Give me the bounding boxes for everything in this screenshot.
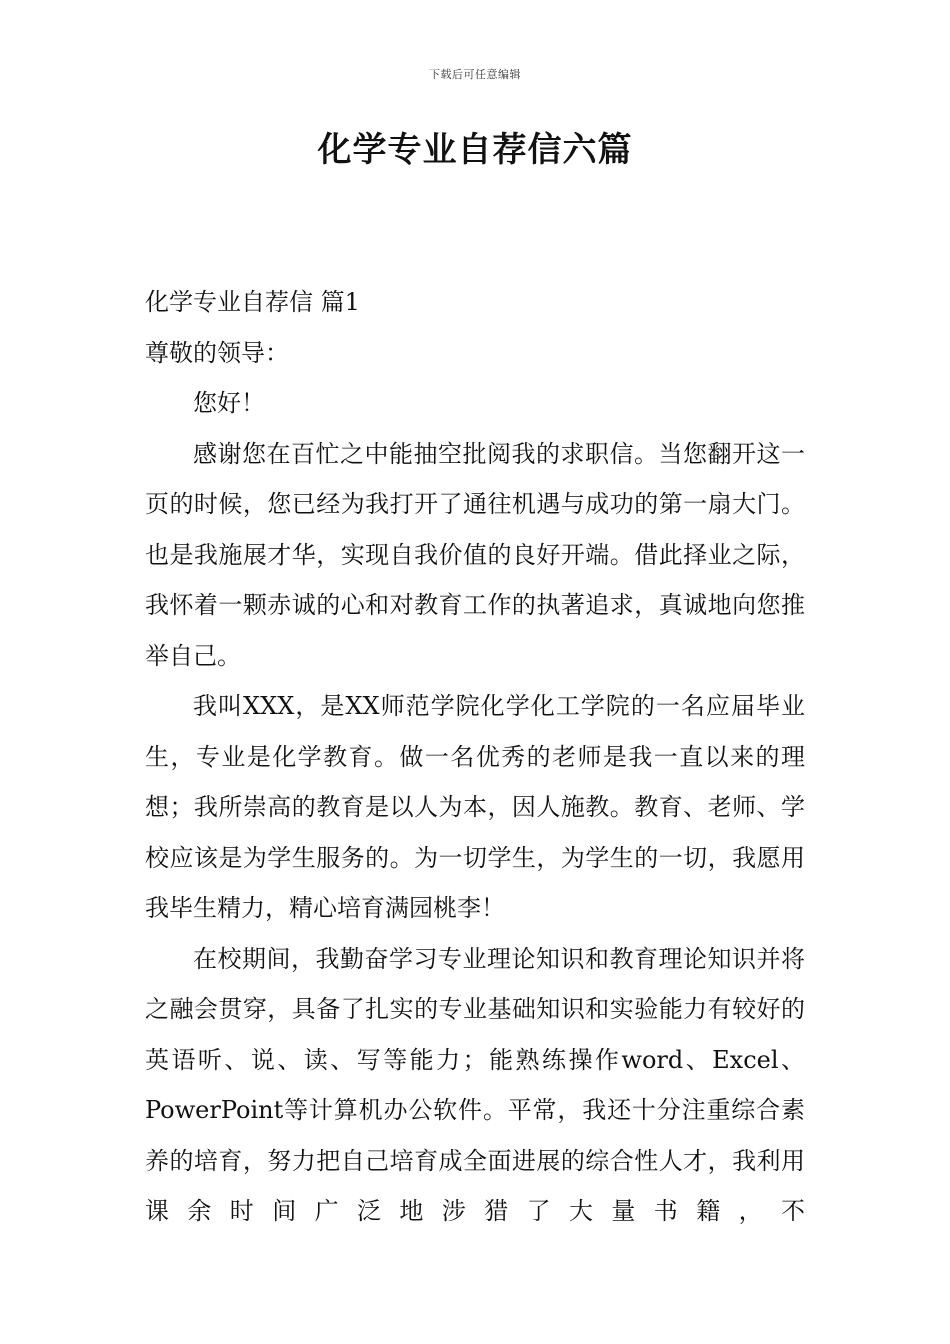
document-title: 化学专业自荐信六篇 — [317, 130, 633, 170]
section-heading: 化学专业自荐信 篇1 — [145, 288, 360, 316]
document-body — [145, 277, 805, 1237]
header-note: 下载后可任意编辑 — [429, 68, 521, 81]
paragraph-2: 我叫XXX，是XX师范学院化学化工学院的一名应届毕业生，专业是化学教育。做一名优秀的老师是我一直以来的理想；我所崇高的教育是以人为本，因人施教。教育、老师、学校应该是为学生服务的。为一切学生，为学生的一切，我愿用我毕生精力，精心培育满园桃李！ — [145, 692, 805, 922]
paragraph-3: 在校期间，我勤奋学习专业理论知识和教育理论知识并将之融会贯穿，具备了扎实的专业基础知识和实验能力有较好的英语听、说、读、写等能力；能熟练操作word、Excel、PowerPoint等计算机办公软件。平常，我还十分注重综合素养的培育，努力把自己培育成全面进展的综合性人才，我利用课余时间广泛地涉猎了大量书籍，不 — [145, 944, 805, 1225]
paragraph-1: 感谢您在百忙之中能抽空批阅我的求职信。当您翻开这一页的时候，您已经为我打开了通往机遇与成功的第一扇大门。也是我施展才华，实现自我价值的良好开端。借此择业之际，我怀着一颗赤诚的心和对教育工作的执著追求，真诚地向您推举自己。 — [145, 439, 805, 670]
salutation: 尊敬的领导： — [145, 338, 289, 367]
greeting: 您好！ — [193, 389, 265, 417]
